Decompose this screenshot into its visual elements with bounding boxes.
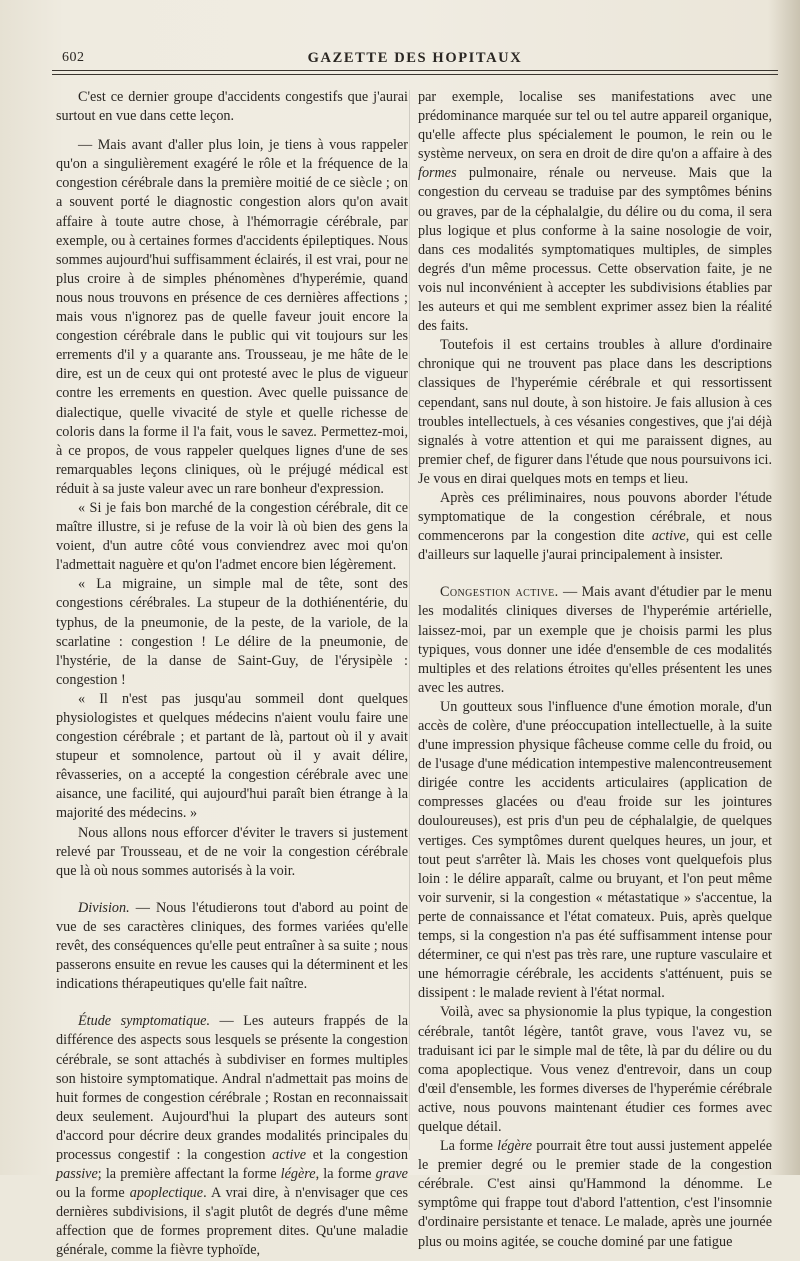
text-run: Après ces préliminaires, nous pouvons aborder l'étude symptomatique de la congestion cérébrale, et nous commencerons par la congestion dite xyxy=(418,489,772,545)
text-run: ; la première affectant la forme xyxy=(97,1166,281,1183)
text-run: . A vrai dire, à n'envisager que ces dernières subdivisions, il s'agit plutôt de degrés d'une même affection que de formes proprement dites. Qu'une maladie générale, comme la fièvre typhoïde, xyxy=(56,1185,408,1259)
italic-term: grave xyxy=(375,1166,408,1183)
section-label: Division. xyxy=(78,899,130,916)
text-run: pulmonaire, rénale ou nerveuse. Mais que la congestion du cerveau se traduise par des symptômes bénins ou graves, par de la céphalalgie, du délire ou du coma, il sera plus logique et plus conforme à la saine nosologie de voir, dans ces modalités symptomatiques multiples, de simples degrés d'un même processus. Cette observation faite, je ne vois nul inconvénient à accepter les subdivisions établies par les auteurs et qui me semblent exprimer assez bien la réalité des faits. xyxy=(418,165,772,335)
column-divider xyxy=(409,90,410,1150)
paragraph: Voilà, avec sa physionomie la plus typique, la congestion cérébrale, tantôt légère, tantôt grave, vous l'avez vu, se traduisant ici par le simple mal de tête, là par du délire ou du coma apoplectique. Vous venez d'entrevoir, dans un coup d'œil d'ensemble, les formes diverses de l'hyperémie cérébrale active, nous pouvons maintenant étudier ces formes avec quelque détail. xyxy=(418,1004,772,1135)
text-run: , qui est celle d'ailleurs sur laquelle j'aurai principalement à insister. xyxy=(418,528,772,564)
section-paragraph-congestion-active xyxy=(418,583,772,698)
text-run: ou la forme xyxy=(56,1185,130,1202)
paragraph xyxy=(418,88,772,336)
paragraph: Un goutteux sous l'influence d'une émotion morale, d'un accès de colère, d'une préoccupation intellectuelle, à la suite d'une impression physique fâcheuse comme celle du froid, ou de l'usage d'une médication intempestive malencontreusement dirigée contre les accidents articulaires (application de compresses glacées ou d'eau froide sur les jointures douloureuses), est pris d'un peu de céphalalgie, de quelques vertiges. Ces symptômes durent quelques heures, un jour, et tout peut s'arrêter là. Mais les choses vont quelquefois plus loin : le délire apparaît, calme ou bruyant, et l'on peut même voir survenir, si la congestion « métastatique » s'accentue, la perte de connaissance et l'état comateux. Puis, après quelque temps, si la congestion n'a pas été suffisamment intense pour déterminer, ce qui n'est pas très rare, une rupture vasculaire et une hémorragie cérébrale, les accidents s'atténuent, puis se dissipent : le malade revient à l'état normal. xyxy=(418,698,772,1002)
italic-term: apoplectique xyxy=(129,1185,204,1202)
quote-paragraph: « Il n'est pas jusqu'au sommeil dont quelques physiologistes et quelques médecins n'aient voulu faire une congestion cérébrale ; et partant de là, partout où il y avait stupeur et somnolence, partout où il y avait délire, rêvasseries, on a accepté la congestion cérébrale avec une aisance, une facilité, qui aujourd'hui paraît bien étrange à la majorité des médecins. » xyxy=(56,690,408,822)
text-run: , la forme xyxy=(315,1166,376,1183)
section-paragraph-division xyxy=(56,899,408,994)
section-text: — Mais avant d'étudier par le menu les modalités cliniques diverses de l'hyperémie artérielle, laissez-moi, par un exemple que je choisis parmi les plus typiques, vous donner une idée d'ensemble de ces modalités multiples et des relations étroites qu'elles présentent les unes avec les autres. xyxy=(418,584,773,696)
section-text: — Nous l'étudierons tout d'abord au point de vue de ses caractères cliniques, des formes variées qu'elle revêt, des conséquences qu'elle peut entraîner à sa suite ; nous passerons ensuite en revue les causes qui la déterminent et les indications thérapeutiques qu'elle fait naître. xyxy=(56,899,408,993)
paragraph: — Mais avant d'aller plus loin, je tiens à vous rappeler qu'on a singulièrement exagéré le rôle et la fréquence de la congestion cérébrale dans la première moitié de ce siècle ; on a souvent porté le diagnostic congestion alors qu'on avait affaire à toute autre chose, à l'hémorragie cérébrale, par exemple, ou à certaines formes d'accidents épileptiques. Nous sommes aujourd'hui suffisamment éclairés, il est vrai, pour ne plus croire à de simples phénomènes d'hyperémie, quand nous nous trouvons en présence de ces dernières affections ; mais vous n'ignorez pas de quelle faveur jouit encore la congestion cérébrale dans le public qui vit toujours sur les errements d'il y a quarante ans. Trousseau, je me hâte de le dire, est un de ceux qui ont protesté avec le plus de vigueur contre les errements en question. Avec quelle puissance de dialectique, quelle vivacité de style et quelle richesse de coloris dans la forme il l'a fait, vous le savez. Permettez-moi, à ce propos, de vous rappeler quelques lignes d'une de ses remarquables leçons cliniques, où le préjugé médical est réduit à sa juste valeur avec un rare bonheur d'expression. xyxy=(56,137,408,497)
paragraph: C'est ce dernier groupe d'accidents congestifs que j'aurai surtout en vue dans cette leçon. xyxy=(56,89,408,125)
right-column xyxy=(418,88,772,1252)
section-paragraph-etude xyxy=(56,1012,408,1260)
italic-term: active xyxy=(272,1146,307,1163)
journal-title: GAZETTE DES HOPITAUX xyxy=(307,50,523,66)
text-run: et la congestion xyxy=(306,1146,408,1163)
page-header xyxy=(52,48,778,70)
paragraph xyxy=(418,1137,772,1252)
italic-term: formes xyxy=(418,165,457,182)
header-rule-thick xyxy=(52,70,778,71)
section-label: Congestion active. xyxy=(440,584,559,601)
quote-paragraph: « Si je fais bon marché de la congestion cérébrale, dit ce maître illustre, si je refuse de la voir là où bien des gens la voient, d'un autre côté vous conviendrez avec moi qu'on l'admettait naguère et qu'on l'admet encore bien légèrement. xyxy=(56,499,408,574)
page-number: 602 xyxy=(62,50,85,65)
paragraph: Toutefois il est certains troubles à allure d'ordinaire chronique qui ne trouvent pas place dans les descriptions classiques de l'hyperémie cérébrale et qui ressortissent cependant, sans nul doute, à son histoire. Je fais allusion à ces troubles intellectuels, à ces vésanies congestives, que j'ai déjà signalés à votre attention et qui me paraissent dignes, au premier chef, de figurer dans l'étude que nous poursuivons ici. Je vous en dirai quelques mots en temps et lieu. xyxy=(418,337,772,487)
text-run: — Les auteurs frappés de la différence des aspects sous lesquels se présente la congestion cérébrale, se sont attachés à subdiviser en formes multiples son histoire symptomatique. Andral n'admettait pas moins de huit formes de congestion cérébrale ; Rostan en reconnaissait deux seulement. Aujourd'hui la plupart des auteurs sont d'accord pour décrire deux grandes modalités principales du processus congestif : la congestion xyxy=(56,1013,408,1163)
italic-term: légère xyxy=(280,1166,316,1183)
paragraph xyxy=(418,489,772,565)
text-run: La forme xyxy=(440,1138,498,1155)
text-run: pourrait être tout aussi justement appelée le premier degré ou le premier stade de la congestion cérébrale. C'est ainsi qu'Hammond la dénomme. Le symptôme qui frappe tout d'abord l'attention, c'est l'insomnie d'ordinaire persistante et tenace. Le malade, après une journée plus ou moins agitée, se couche dominé par une fatigue xyxy=(418,1138,772,1250)
text-run: par exemple, localise ses manifestations avec une prédominance marquée sur tel ou tel autre appareil organique, qu'elle affecte plus spécialement le poumon, le rein ou le système nerveux, on sera en droit de dire qu'on a affaire à des xyxy=(418,89,772,163)
italic-term: passive xyxy=(56,1166,98,1183)
header-rule-thin xyxy=(52,74,778,75)
left-column xyxy=(56,88,408,1261)
italic-term: active xyxy=(651,528,686,545)
italic-term: légère xyxy=(497,1138,533,1155)
section-label: Étude symptomatique. xyxy=(78,1013,211,1030)
quote-paragraph: « La migraine, un simple mal de tête, sont des congestions cérébrales. La stupeur de la dothiénentérie, du typhus, de la pneumonie, de la peste, de la variole, de la scarlatine : congestion ! Le délire de la pneumonie, de l'hystérie, de la danse de Saint-Guy, de l'érysipèle : congestion ! xyxy=(56,576,408,688)
paragraph: Nous allons nous efforcer d'éviter le travers si justement relevé par Trousseau, et de ne voir la congestion cérébrale que là où nous sommes autorisés à la voir. xyxy=(56,824,408,879)
